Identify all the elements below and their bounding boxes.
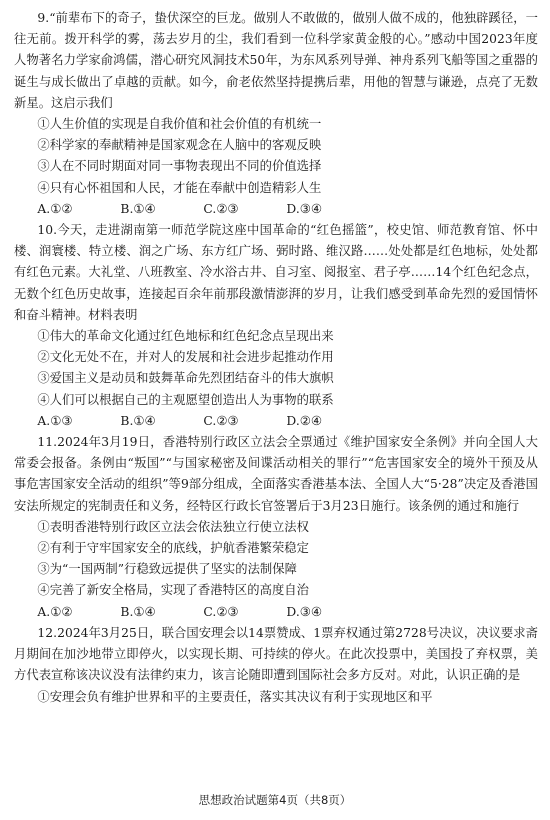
- page-footer: 思想政治试题第4页（共8页）: [198, 793, 352, 807]
- answer-b: B.①④: [120, 201, 156, 216]
- question-9-option-2: ②科学家的奉献精神是国家观念在人脑中的客观反映: [37, 138, 322, 153]
- question-9-option-4: ④只有心怀祖国和人民，才能在奉献中创造精彩人生: [37, 180, 322, 195]
- answer-b: B.①④: [120, 413, 156, 428]
- question-9-stem: 9.“前辈布下的奇子，蛰伏深空的巨龙。做别人不敢做的，做别人做不成的，他独辟蹊径，一往无前。拨开科学的雾，荡去岁月的尘，我们看到一位科学家黄金般的心。”感动中国2023年度人物著名力学家俞鸿儒，潜心研究风洞技术50年，为东风系列导弹、神舟系列飞船等国之重器的诞生与成长做出了卓越的贡献。如今，俞老依然坚持提携后辈，用他的智慧与谦逊，点亮了无数新星。这启示我们: [14, 11, 538, 110]
- question-11-option-3: ③为“一国两制”行稳致远提供了坚实的法制保障: [37, 562, 297, 577]
- question-11: [14, 432, 538, 623]
- question-10-option-2: ②文化无处不在，并对人的发展和社会进步起推动作用: [37, 350, 334, 365]
- answer-a: A.①③: [37, 413, 73, 428]
- answer-b: B.①④: [120, 604, 156, 619]
- question-11-answers: [14, 602, 538, 623]
- question-12-option-1: ①安理会负有维护世界和平的主要责任，落实其决议有利于实现地区和平: [37, 689, 433, 704]
- question-9-answers: [14, 199, 538, 220]
- question-9-option-1: ①人生价值的实现是自我价值和社会价值的有机统一: [37, 117, 322, 132]
- question-10-option-1: ①伟大的革命文化通过红色地标和红色纪念点呈现出来: [37, 329, 334, 344]
- question-12-stem: 12.2024年3月25日，联合国安理会以14票赞成、1票弃权通过第2728号决议，决议要求斋月期间在加沙地带立即停火，以实现长期、可持续的停火。在此次投票中，美国投了弃权票，美方代表宣称该决议没有法律约束力，该言论随即遭到国际社会多方反对。对此，认识正确的是: [14, 625, 538, 683]
- question-list: [14, 8, 538, 708]
- answer-d: D.③④: [286, 201, 322, 216]
- question-10-option-3: ③爱国主义是动员和鼓舞革命先烈团结奋斗的伟大旗帜: [37, 371, 334, 386]
- question-9: [14, 8, 538, 220]
- answer-c: C.②③: [203, 201, 239, 216]
- question-10: [14, 220, 538, 432]
- question-12: [14, 623, 538, 708]
- answer-a: A.①②: [37, 201, 73, 216]
- question-10-stem: 10.今天，走进湖南第一师范学院这座中国革命的“红色摇篮”，校史馆、师范教育馆、怀中楼、润寰楼、特立楼、润之广场、东方红广场、弼时路、维汉路……处处都是红色地标，处处都有红色元素。大礼堂、八班教室、冷水浴古井、自习室、阅报室、君子亭……14个红色纪念点，无数个红色历史故事，连接起百余年前那段激情澎湃的岁月，让我们感受到革命先烈的爱国情怀和奋斗精神。材料表明: [14, 223, 538, 322]
- question-11-stem: 11.2024年3月19日，香港特别行政区立法会全票通过《维护国家安全条例》并向全国人大常委会报备。条例由“叛国”“与国家秘密及间谍活动相关的罪行”“危害国家安全的境外干预及从事危害国家安全活动的组织”等9部分组成，全面落实香港基本法、全国人大“5·28”决定及香港国安法所规定的宪制责任和义务，经特区行政长官签署后于3月23日施行。该条例的通过和施行: [14, 435, 538, 513]
- answer-d: D.②④: [286, 413, 322, 428]
- question-10-option-4: ④人们可以根据自己的主观愿望创造出人为事物的联系: [37, 392, 334, 407]
- answer-d: D.③④: [286, 604, 322, 619]
- question-9-option-3: ③人在不同时期面对同一事物表现出不同的价值选择: [37, 159, 322, 174]
- answer-c: C.②③: [203, 413, 239, 428]
- answer-c: C.②③: [203, 604, 239, 619]
- question-11-option-4: ④完善了新安全格局，实现了香港特区的高度自治: [37, 583, 309, 598]
- answer-a: A.①②: [37, 604, 73, 619]
- question-11-option-1: ①表明香港特别行政区立法会依法独立行使立法权: [37, 519, 309, 534]
- question-11-option-2: ②有利于守牢国家安全的底线，护航香港繁荣稳定: [37, 541, 309, 556]
- question-10-answers: [14, 411, 538, 432]
